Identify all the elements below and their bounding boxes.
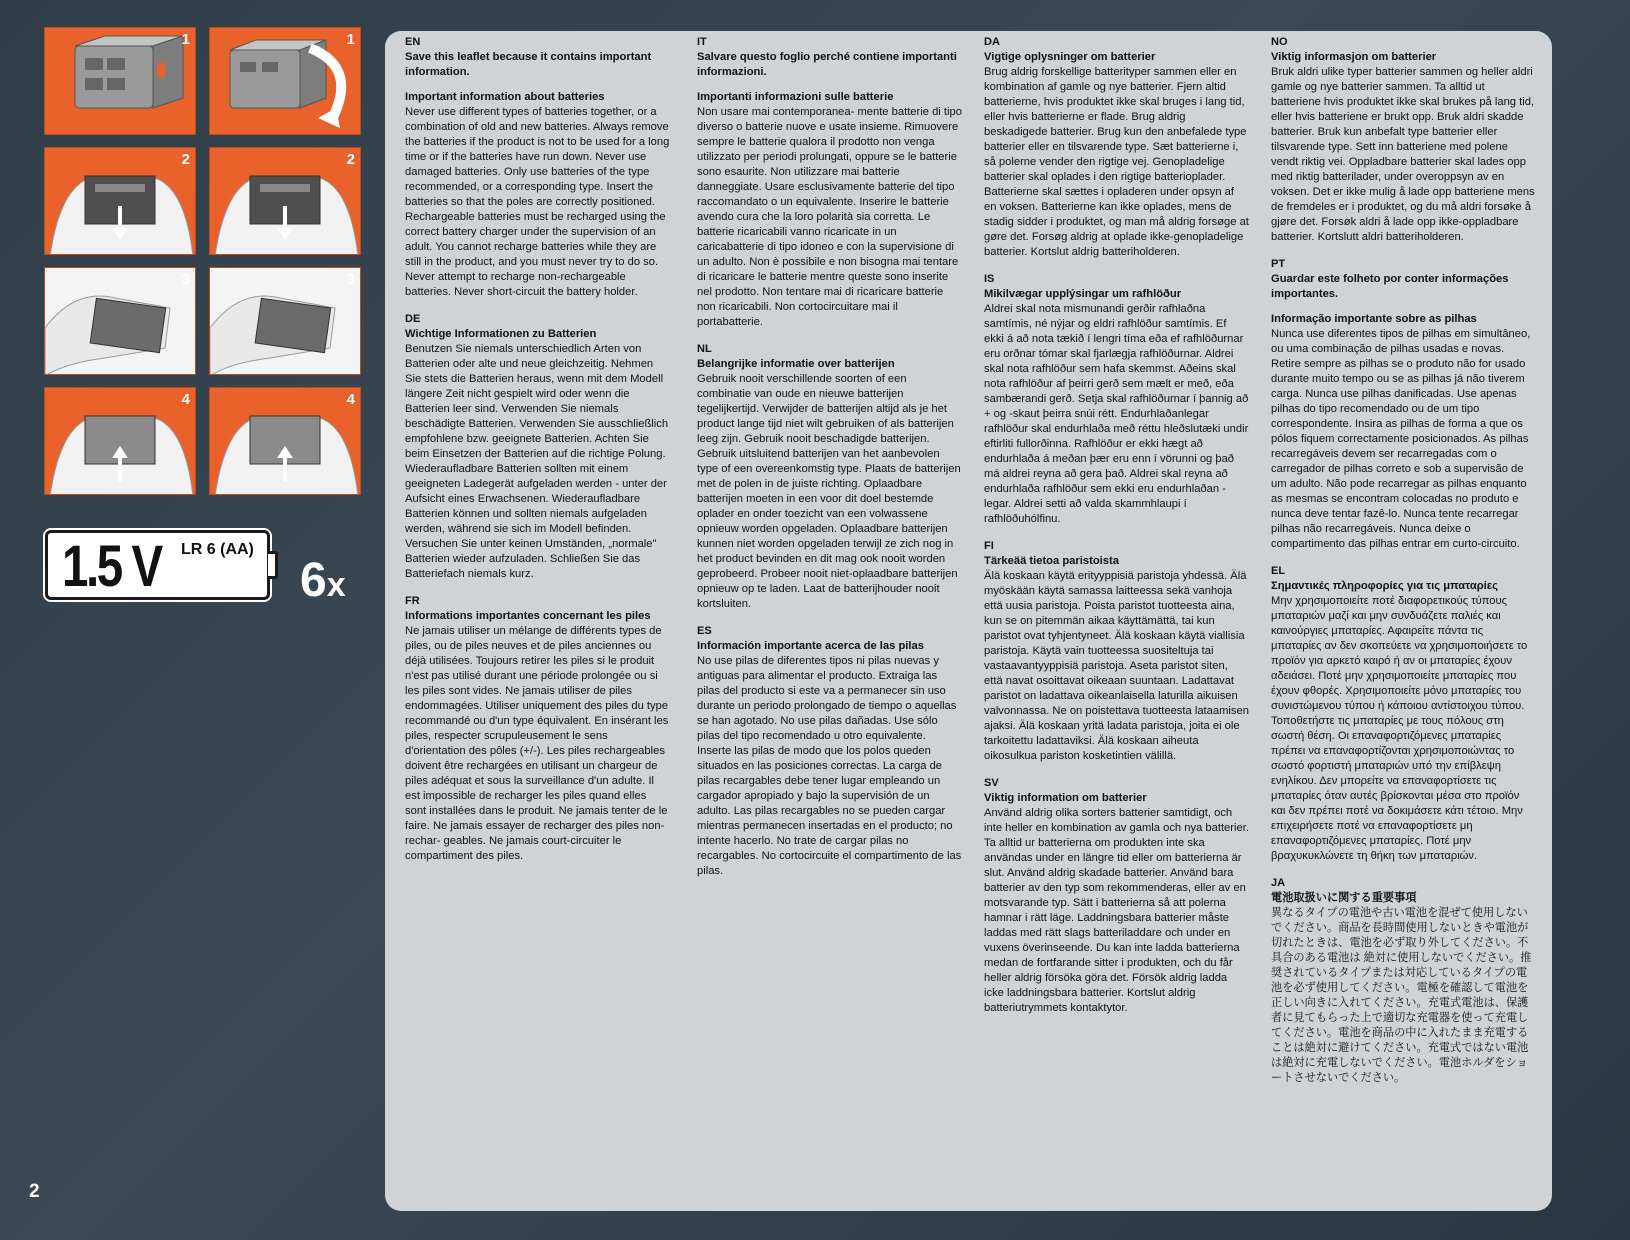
- insert-batteries-illustration: [210, 268, 361, 375]
- text-column-4: [1271, 35, 1536, 1098]
- section-heading: Guardar este folheto por conter informações importantes.: [1271, 273, 1509, 300]
- section-body: Använd aldrig olika sorters batterier samtidigt, och inte heller en kombination av gamla och nya batterier. Ta alltid ur batterierna om produkten inte ska användas under en längre tid eller om batterierna är slut. Använd aldrig skadade batterier. Använd bara batterier av den typ som rekommenderas, eller av en motsvarande typ. Sätt i batterierna så att polerna hamnar i rätt läge. Laddningsbara batterier måste laddas med rätt slags batteriladdare och under en vuxens överinseende. Du kan inte ladda batterierna medan de fortfarande sitter i produkten, och du får heller aldrig försöka göra det. Försök aldrig ladda icke laddningsbara batterier. Kortslut aldrig batteriutrymmets kontaktytor.: [984, 807, 1249, 1014]
- insert-batteries-illustration: [45, 268, 196, 375]
- section-it: [697, 35, 962, 330]
- section-nl: [697, 342, 962, 612]
- step-number: 3: [346, 271, 355, 288]
- language-code: SV: [984, 777, 999, 789]
- section-subheading: Important information about batteries: [405, 91, 605, 103]
- section-body: Nunca use diferentes tipos de pilhas em simultâneo, ou uma combinação de pilhas usadas e novas. Retire sempre as pilhas se o produto não for usado durante muito tempo ou se as pilhas já não tiverem carga. Nunca use pilhas danificadas. Use apenas pilhas do tipo recomendado ou de um tipo correspondente. Insira as pilhas de forma a que os pólos fiquem correctamente posicionados. As pilhas recarregáveis devem ser recarregadas com o carregador de pilhas correto e sob a supervisão de um adulto. Não pode recarregar as pilhas enquanto as mesmas se encontram colocadas no produto e nunca deve tentar fazê-lo. Nunca tente recarregar pilhas não recarregáveis. Nunca deixe o compartimento das pilhas entrar em curto-circuito.: [1271, 328, 1531, 550]
- battery-box-rotate-illustration: [210, 28, 361, 135]
- battery-type: LR 6 (AA): [181, 541, 254, 558]
- battery-count-number: 6: [300, 554, 327, 607]
- section-heading: Mikilvægar upplýsingar um rafhlöður: [984, 288, 1182, 300]
- section-body: 異なるタイプの電池や古い電池を混ぜて使用しないでください。商品を長時間使用しないときや電池が切れたときは、電池を必ず取り外してください。不具合のある電池は 絶対に使用しないでください。推奨されているタイプまたは対応しているタイプの電池を必ず使用してください。電極を確認して電池を正しい向きに入れてください。充電式電池は、保護者に見てもらった上で適切な充電器を使って充電してください。電池を商品の中に入れたまま充電することは絶対に避けてください。充電式ではない電池は絶対に充電しないでください。電池ホルダをショートさせないでください。: [1271, 907, 1532, 1084]
- step-4b: [209, 387, 361, 495]
- section-el: [1271, 564, 1536, 864]
- close-lid-illustration: [45, 388, 196, 495]
- section-heading: Σημαντικές πληροφορίες για τις μπαταρίες: [1271, 580, 1498, 592]
- section-body: Non usare mai contemporanea- mente batterie di tipo diverso o batterie nuove e usate insieme. Rimuovere sempre le batterie qualora il prodotto non venga utilizzato per periodi prolungati, oppure se le batterie sono esaurite. Non utilizzare mai batterie danneggiate. Usare esclusivamente batterie del tipo raccomandato o un equivalente. Inserire le batterie avendo cura che la loro polarità sia corretta. Le batterie ricaricabili vanno ricaricate in un caricabatterie di tipo idoneo e con la supervisione di un adulto. Non è possibile e non bisogna mai tentare di ricaricare le batterie mentre queste sono inserite nel prodotto. Non tentare mai di ricaricare batterie non ricaricabili. Non cortocircuitare mai il portabatterie.: [697, 106, 962, 328]
- language-code: EL: [1271, 565, 1286, 577]
- battery-terminal: [268, 551, 278, 579]
- section-ja: [1271, 876, 1536, 1086]
- language-code: IT: [697, 36, 707, 48]
- language-code: FR: [405, 595, 420, 607]
- section-pt: [1271, 257, 1536, 552]
- page-number: 2: [29, 1181, 40, 1202]
- section-is: [984, 272, 1249, 527]
- language-code: DE: [405, 313, 421, 325]
- language-code: JA: [1271, 877, 1286, 889]
- step-4a: [44, 387, 196, 495]
- section-heading: Salvare questo foglio perché contiene importanti informazioni.: [697, 51, 957, 78]
- section-sv: [984, 776, 1249, 1016]
- safety-text-panel: [385, 31, 1552, 1211]
- section-body: No use pilas de diferentes tipos ni pilas nuevas y antiguas para alimentar el producto. Extraiga las pilas del producto si este va a permanecer sin uso durante un periodo prolongado de tiempo o aquellas se han agotado. No use pilas dañadas. Use sólo pilas del tipo recomendado u otro equivalente. Inserte las pilas de modo que los polos queden situados en las posiciones correctas. La carga de pilas recargables debe tener lugar empleando un cargador apropiado y bajo la supervisión de un adulto. Las pilas recargables no se pueden cargar mientras permanecen insertadas en el producto; no intente hacerlo. No trate de cargar pilas no recargables. No cortocircuite el compartimento de las pilas.: [697, 655, 962, 877]
- section-es: [697, 624, 962, 879]
- step-number: 4: [346, 391, 355, 408]
- step-1b: [209, 27, 361, 135]
- section-heading: Información importante acerca de las pilas: [697, 640, 924, 652]
- section-body: Ne jamais utiliser un mélange de différents types de piles, ou de piles neuves et de piles anciennes ou déjà utilisées. Toujours retirer les piles si le produit n'est pas utilisé durant une période prolongée ou si les piles sont vides. Ne jamais utiliser de piles endommagées. Utiliser uniquement des piles du type recommandé ou d'un type équivalent. En insérant les piles, respecter scrupuleusement le sens d'orientation des pôles (+/-). Les piles rechargeables doivent être rechargées en utilisant un chargeur de piles adéquat et sous la surveillance d'un adulte. Il est impossible de recharger les piles quand elles sont installées dans le produit. Ne jamais tenter de le faire. Ne jamais essayer de recharger des piles non-rechar- geables. Ne jamais court-circuiter le compartiment des piles.: [405, 625, 669, 862]
- section-heading: Vigtige oplysninger om batterier: [984, 51, 1156, 63]
- step-number: 3: [181, 271, 190, 288]
- battery-icon: [45, 530, 270, 600]
- battery-box-illustration: [45, 28, 196, 135]
- step-1a: [44, 27, 196, 135]
- section-heading: Informations importantes concernant les piles: [405, 610, 651, 622]
- section-heading: Tärkeää tietoa paristoista: [984, 555, 1119, 567]
- language-code: NL: [697, 343, 712, 355]
- section-no: [1271, 35, 1536, 245]
- step-3b: [209, 267, 361, 375]
- section-body: Aldrei skal nota mismunandi gerðir rafhlaðna samtímis, né nýjar og eldri rafhlöður samtímis. Ef ekki á að nota tækið í lengri tíma eða ef rafhlöðurnar eru orðnar tómar skal fjarlægja rafhlöðurnar. Aldrei skal nota rafhlöður sem hafa skemmst. Aðeins skal nota rafhlöður af þeirri gerð sem mælt er með, eða sambærandi gerð. Setja skal rafhlöðurnar í þannig að + og -skaut þeirra snúi rétt. Endurhlaðanlegar rafhlöður skal endurhlaða með réttu hleðslutæki undir eftirliti fullorðinna. Rafhlöður er ekki hægt að endurhlaða á meðan þær eru enn í vörunni og það má aldrei reyna að gera það. Aldrei skal reyna að endurhlaða rafhlöður sem ekki eru endurhlaðan -legar. Aldrei setti að valda skammhlaupi í rafhlöðuhólfinu.: [984, 303, 1249, 525]
- section-subheading: Importanti informazioni sulle batterie: [697, 91, 894, 103]
- section-body: Gebruik nooit verschillende soorten of een combinatie van oude en nieuwe batterijen tegelijkertijd. Verwijder de batterijen altijd als je het product lange tijd niet wilt gebruiken of als batterijen leeg zijn. Gebruik nooit beschadigde batterijen. Gebruik uitsluitend batterijen van het aanbevolen type of een overeenkomstig type. Plaats de batterijen met de polen in de juiste richting. Oplaadbare batterijen moeten in een voor dit doel bestemde oplader en onder toezicht van een volwassene opnieuw worden opgeladen. Oplaadbare batterijen kunnen niet worden opgeladen terwijl ze zich nog in het product bevinden en dit mag ook nooit worden geprobeerd. Probeer nooit niet-oplaadbare batterijen opnieuw op te laden. Laat de batterijhouder nooit kortsluiten.: [697, 373, 961, 610]
- language-code: NO: [1271, 36, 1288, 48]
- language-code: ES: [697, 625, 712, 637]
- section-fi: [984, 539, 1249, 764]
- section-heading: 電池取扱いに関する重要事項: [1271, 892, 1417, 904]
- close-lid-illustration: [210, 388, 361, 495]
- section-de: [405, 312, 670, 582]
- section-heading: Viktig informasjon om batterier: [1271, 51, 1437, 63]
- step-2a: [44, 147, 196, 255]
- section-body: Μην χρησιμοποιείτε ποτέ διαφορετικούς τύπους μπαταριών μαζί και μην συνδυάζετε παλιές και καινούργιες μπαταρίες. Αφαιρείτε πάντα τις μπαταρίες αν δεν σκοπεύετε να χρησιμοποιήσετε το προϊόν για αρκετό καιρό ή αν οι μπαταρίες έχουν αδειάσει. Ποτέ μην χρησιμοποιείτε μπαταρίες που έχουν φθορές. Χρησιμοποιείτε μόνο μπαταρίες του συνιστώμενου τύπου ή κάποιου αντίστοιχου τύπου. Τοποθετήστε τις μπαταρίες με τους πόλους στη σωστή θέση. Οι επαναφορτιζόμενες μπαταρίες πρέπει να επαναφορτίζονται χρησιμοποιώντας το σωστό φορτιστή μπαταριών υπό την επίβλεψη ενηλίκου. Δεν μπορείτε να επαναφορτίσετε τις μπαταρίες όταν αυτές βρίσκονται μέσα στο προϊόν και δεν πρέπει ποτέ να δοκιμάσετε κάτι τέτοιο. Μην επιχειρήσετε ποτέ να επαναφορτίσετε μη επαναφορτιζόμενες μπαταρίες. Ποτέ μην βραχυκυκλώνετε τη θήκη των μπαταριών.: [1271, 595, 1528, 862]
- section-fr: [405, 594, 670, 864]
- section-body: Benutzen Sie niemals unterschiedlich Arten von Batterien oder alte und neue gleichzeitig. Nehmen Sie stets die Batterien heraus, wenn mit dem Modell längere Zeit nicht gespielt wird oder wenn die Batterien leer sind. Verwenden Sie niemals beschädigte Batterien. Verwenden Sie ausschließlich empfohlene bzw. geeignete Batterien. Achten Sie beim Einsetzen der Batterien auf die richtige Polung. Wiederaufladbare Batterien sollten mit einem geeigneten Ladegerät aufgeladen werden - unter der Aufsicht eines Erwachsenen. Wiederaufladbare Batterien können und sollten niemals aufgeladen werden, während sie sich im Modell befinden. Versuchen Sie unter keinen Umständen, „normale" Batterien wieder aufzuladen. Schließen Sie das Batteriefach niemals kurz.: [405, 343, 669, 580]
- language-code: FI: [984, 540, 994, 552]
- step-number: 2: [346, 151, 355, 168]
- text-column-3: [984, 35, 1249, 1028]
- battery-count-x: x: [326, 566, 346, 604]
- language-code: PT: [1271, 258, 1286, 270]
- section-en: [405, 35, 670, 300]
- language-code: EN: [405, 36, 421, 48]
- language-code: IS: [984, 273, 995, 285]
- section-body: Bruk aldri ulike typer batterier sammen og heller aldri gamle og nye batterier sammen. Ta alltid ut batteriene hvis produktet ikke skal brukes på lang tid, eller hvis batteriene er brukt opp. Bruk aldri skadde batterier. Bruk kun anbefalt type batterier eller tilsvarende type. Sett inn batteriene med polene vendt riktig vei. Oppladbare batterier skal lades opp med riktig batterilader, under overoppsyn av en voksen. Det er ikke mulig å lade opp batteriene mens de fremdeles er i produktet, og du må aldri forsøke å gjøre det. Forsøk aldri å lade opp ikke-oppladbare batterier. Kortslutt aldri batteriholderen.: [1271, 66, 1535, 243]
- section-body: Älä koskaan käytä erityyppisiä paristoja yhdessä. Älä myöskään käytä samassa laitteessa sekä vanhoja että uusia paristoja. Poista paristot tuotteesta aina, kun se on pitemmän aikaa käyttämättä, tai kun paristot ovat tyhjentyneet. Älä koskaan käytä viallisia paristoja. Käytä vain tuotteessa suositeltuja tai vastaavantyyppisiä paristoja. Aseta paristot siten, että navat osoittavat oikeaan suuntaan. Ladattavat paristot on ladattava oikeanlaisella laturilla aikuisen valvonnassa. Ne on poistettava tuotteesta lataamisen ajaksi. Älä koskaan yritä ladata paristoja, joita ei ole tarkoitettu ladattaviksi. Älä koskaan aiheuta oikosulkua pariston kosketintien välillä.: [984, 570, 1249, 762]
- step-number: 2: [181, 151, 190, 168]
- step-number: 1: [181, 31, 190, 48]
- section-subheading: Informação importante sobre as pilhas: [1271, 313, 1477, 325]
- text-column-1: [405, 35, 670, 876]
- open-lid-illustration: [210, 148, 361, 255]
- open-lid-illustration: [45, 148, 196, 255]
- text-column-2: [697, 35, 962, 891]
- step-number: 4: [181, 391, 190, 408]
- section-heading: Wichtige Informationen zu Batterien: [405, 328, 597, 340]
- battery-voltage: 1.5 V: [62, 534, 161, 599]
- section-heading: Save this leaflet because it contains important information.: [405, 51, 652, 78]
- step-number: 1: [346, 31, 355, 48]
- section-body: Never use different types of batteries together, or a combination of old and new batteries. Always remove the batteries if the product is not to be used for a long time or if the batteries have run down. Never use damaged batteries. Only use batteries of the type recommended, or a corresponding type. Insert the batteries so that the poles are correctly positioned. Rechargeable batteries must be recharged using the correct battery charger under the supervision of an adult. You cannot recharge batteries while they are still in the product, and you must never try to do so. Never attempt to recharge non-rechargeable batteries. Never short-circuit the battery holder.: [405, 106, 670, 298]
- battery-count: [300, 553, 346, 608]
- language-code: DA: [984, 36, 1000, 48]
- step-3a: [44, 267, 196, 375]
- section-heading: Belangrijke informatie over batterijen: [697, 358, 895, 370]
- section-da: [984, 35, 1249, 260]
- section-heading: Viktig information om batterier: [984, 792, 1147, 804]
- step-2b: [209, 147, 361, 255]
- section-body: Brug aldrig forskellige batterityper sammen eller en kombination af gamle og nye batterier. Fjern altid batterierne, hvis produktet ikke skal bruges i lang tid, eller hvis batterierne er flade. Brug aldrig beskadigede batterier. Brug kun den anbefalede type batterier eller en tilsvarende type. Sæt batterierne i, så polerne vender den rigtige vej. Genopladelige batterier skal oplades i den rigtige batterioplader. Batterierne skal sættes i opladeren under opsyn af en voksen. Batterierne kan ikke oplades, mens de stadig sidder i produktet, og man må aldrig forsøge at gøre det. Forsøg aldrig at oplade ikke-genopladelige batterier. Kortslut aldrig batteriholderen.: [984, 66, 1249, 258]
